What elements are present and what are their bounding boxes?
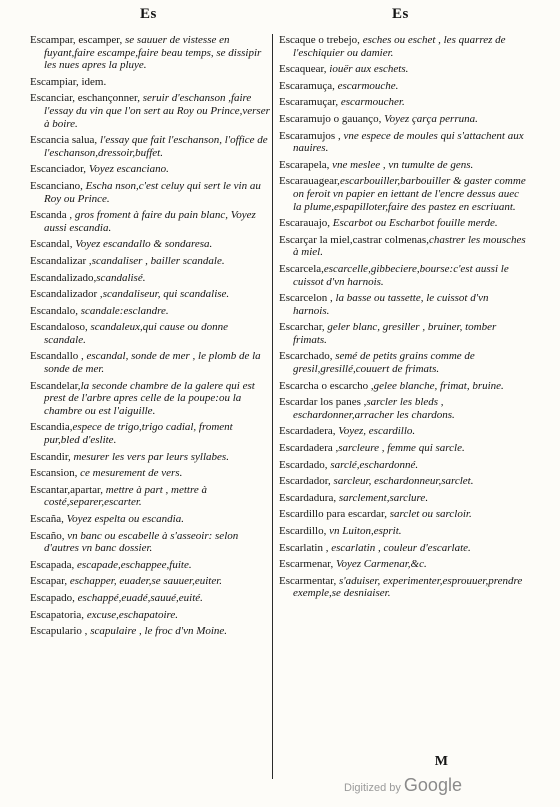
- dictionary-entry: [279, 380, 527, 393]
- entry-headword: Escardado,: [279, 458, 328, 471]
- entry-definition: la basse ou tassette, le cuissot d'vn harnois.: [293, 292, 489, 317]
- entry-headword: Escaña,: [30, 513, 64, 525]
- footer-brand: Google: [403, 775, 462, 795]
- entry-headword: Escandia,: [30, 421, 73, 434]
- entry-definition: sarcleure , femme qui sarcle.: [338, 442, 465, 455]
- entry-definition: ce mesurement de vers.: [77, 467, 183, 480]
- entry-definition: Escha nson,c'est celuy qui sert le vin au Roy ou Prince.: [44, 179, 261, 205]
- dictionary-entry: [279, 492, 527, 505]
- dictionary-entry: [279, 217, 527, 230]
- entry-headword: Escarmentar,: [279, 574, 337, 587]
- entry-headword: Escardillo,: [279, 525, 327, 537]
- entry-headword: Escandalizar ,: [30, 254, 92, 267]
- entry-definition: vn banc ou escabelle à s'asseoir: selon d'autres vn banc dossier.: [44, 529, 239, 555]
- entry-headword: Escansion,: [30, 467, 78, 480]
- dictionary-entry: [30, 609, 270, 622]
- entry-headword: Escarcha o escarcho ,: [279, 379, 374, 392]
- entry-headword: Escardadura,: [279, 491, 337, 504]
- entry-definition: sarclet ou sarcloir.: [386, 508, 472, 521]
- entry-headword: Escanciano,: [30, 179, 83, 192]
- entry-definition: Escarbot ou Escharbot fouille merde.: [330, 217, 498, 230]
- entry-definition: chastrer les mousches à miel.: [293, 233, 526, 259]
- entry-definition: vne meslee , vn tumulte de gens.: [329, 158, 474, 171]
- dictionary-entry: [30, 559, 270, 572]
- entry-headword: Escardar los panes ,: [279, 396, 367, 409]
- entry-definition: sarcler les bleds , eschardonner,arracher les chardons.: [293, 396, 455, 421]
- dictionary-entry: [279, 442, 527, 455]
- entry-definition: escapade,eschappee,fuite.: [74, 558, 192, 571]
- entry-headword: Escardadera ,: [279, 442, 339, 455]
- entry-definition: escarlatin , couleur d'escarlate.: [328, 541, 471, 554]
- dictionary-entry: [279, 292, 527, 317]
- dictionary-entry: [30, 76, 270, 89]
- entry-headword: Escandalizador ,: [30, 288, 103, 301]
- dictionary-entry: [279, 558, 527, 571]
- entry-headword: Escapada,: [30, 558, 75, 571]
- dictionary-entry: [279, 130, 527, 155]
- dictionary-entry: [30, 92, 270, 130]
- dictionary-entry: [30, 451, 270, 464]
- entry-headword: Escandalo,: [30, 304, 78, 317]
- entry-definition: scapulaire , le froc d'vn Moine.: [87, 625, 228, 638]
- dictionary-entry: [279, 425, 527, 438]
- entry-definition: vn Luiton,esprit.: [326, 525, 402, 537]
- entry-headword: Escardadera,: [279, 425, 336, 438]
- entry-definition: mesurer les vers par leurs syllabes.: [70, 450, 229, 463]
- entry-headword: Escancia salua,: [30, 134, 98, 147]
- dictionary-entry: [279, 175, 527, 213]
- entry-headword: Escapulario ,: [30, 625, 88, 638]
- dictionary-entry: [279, 475, 527, 488]
- dictionary-entry: [30, 134, 270, 159]
- entry-headword: Escanda ,: [30, 209, 73, 222]
- entry-headword: Escaramuçar,: [279, 96, 339, 109]
- dictionary-entry: [30, 350, 270, 375]
- right-column: [279, 34, 527, 604]
- entry-headword: Escarmenar,: [279, 558, 334, 571]
- dictionary-entry: [30, 34, 270, 72]
- dictionary-entry: [30, 305, 270, 318]
- entry-definition: excuse,eschapatoire.: [84, 608, 179, 621]
- entry-headword: Escandaloso,: [30, 321, 88, 334]
- entry-definition: escarcelle,gibbeciere,bourse:c'est aussi le cuissot d'vn harnois.: [293, 262, 509, 288]
- digitized-footer: [344, 775, 462, 796]
- entry-definition: scandaliser , bailler scandale.: [91, 254, 225, 267]
- entry-headword: Escapar,: [30, 575, 68, 588]
- entry-definition: escarmouche.: [334, 79, 399, 92]
- dictionary-entry: [279, 80, 527, 93]
- dictionary-entry: [30, 484, 270, 509]
- entry-definition: iouër aux eschets.: [326, 63, 409, 76]
- dictionary-entry: [30, 513, 270, 526]
- dictionary-entry: [30, 380, 270, 418]
- dictionary-entry: [30, 255, 270, 268]
- entry-headword: Escaño,: [30, 529, 65, 542]
- entry-definition: Voyez espelta ou escandia.: [63, 513, 184, 525]
- entry-headword: Escandelar,: [30, 379, 81, 392]
- entry-definition: Voyez Carmenar,&c.: [333, 558, 427, 571]
- dictionary-entry: [279, 542, 527, 555]
- entry-definition: se sauuer de vistesse en fuyant,faire escampe,faire beau temps, se dissipir les nues apres la pluye.: [44, 34, 262, 72]
- entry-definition: scandaliseur, qui scandalise.: [102, 288, 230, 301]
- entry-headword: Escarchado,: [279, 350, 333, 363]
- dictionary-entry: [30, 625, 270, 638]
- entry-headword: Escandal,: [30, 238, 73, 251]
- entry-definition: Voyez escandallo & sondaresa.: [72, 238, 213, 251]
- entry-headword: Escaramuça,: [279, 79, 335, 92]
- dictionary-entry: [30, 592, 270, 605]
- entry-definition: semé de petits grains comme de gresil,gresillé,couuert de frimats.: [293, 350, 475, 376]
- entry-definition: esches ou eschet , les quarrez de l'eschiquier ou damier.: [293, 34, 506, 59]
- dictionary-entry: [279, 34, 527, 59]
- entry-definition: espece de trigo,trigo cadial, froment pur,bled d'eslite.: [44, 421, 233, 447]
- entry-headword: Escanciador,: [30, 163, 87, 176]
- entry-definition: sarcleur, eschardonneur,sarclet.: [330, 475, 474, 488]
- dictionary-entry: [30, 421, 270, 446]
- entry-headword: Escardador,: [279, 475, 331, 488]
- entry-definition: l'essay que fait l'eschanson, l'office de l'eschanson,dressoir,buffet.: [44, 134, 268, 159]
- dictionary-entry: [279, 113, 527, 126]
- dictionary-entry: [279, 575, 527, 600]
- dictionary-entry: [30, 530, 270, 555]
- entry-headword: Escandir,: [30, 450, 71, 463]
- running-head-left: Es: [140, 6, 157, 22]
- dictionary-entry: [279, 159, 527, 172]
- dictionary-entry: [30, 180, 270, 205]
- entry-headword: Escampar, escamper,: [30, 34, 123, 46]
- dictionary-entry: [30, 321, 270, 346]
- entry-headword: Escanciar, eschançonner,: [30, 92, 140, 105]
- left-column: [30, 34, 270, 642]
- entry-headword: Escaque o trebejo,: [279, 34, 360, 46]
- entry-definition: escandal, sonde de mer , le plomb de la sonde de mer.: [44, 350, 261, 376]
- dictionary-entry: [30, 238, 270, 251]
- entry-definition: gros froment à faire du pain blanc, Voyez aussi escandia.: [44, 209, 256, 234]
- entry-headword: Escarapela,: [279, 158, 330, 171]
- entry-definition: eschappé,euadé,sauué,euité.: [74, 591, 203, 604]
- entry-definition: escarbouiller,barbouiller & gaster comme on feroit vn papier en iettant de l'encre dessus auec la plume,espapilloter,faire des pastez en escriuant.: [293, 175, 526, 213]
- dictionary-entry: [279, 459, 527, 472]
- entry-headword: Escaramujo o gauanço,: [279, 112, 382, 125]
- dictionary-entry: [279, 321, 527, 346]
- dictionary-entry: [279, 350, 527, 375]
- dictionary-entry: [30, 272, 270, 285]
- entry-headword: Escapatoria,: [30, 608, 85, 621]
- dictionary-entry: [30, 163, 270, 176]
- dictionary-entry: [279, 525, 527, 538]
- dictionary-entry: [279, 263, 527, 288]
- dictionary-entry: [30, 575, 270, 588]
- dictionary-entry: [30, 467, 270, 480]
- entry-definition: Voyez, escardillo.: [335, 425, 416, 438]
- entry-headword: Escampiar, idem.: [30, 75, 107, 88]
- entry-headword: Escarchar,: [279, 321, 325, 334]
- dictionary-entry: [30, 288, 270, 301]
- footer-prefix: Digitized by: [344, 782, 401, 794]
- entry-headword: Escandallo ,: [30, 350, 84, 363]
- entry-headword: Escarcelon ,: [279, 292, 333, 305]
- dictionary-entry: [30, 209, 270, 234]
- entry-definition: seruir d'eschanson ,faire l'essay du vin que l'on sert au Roy ou Prince,verser à boire.: [44, 92, 270, 130]
- entry-definition: eschapper, euader,se sauuer,euiter.: [67, 575, 223, 588]
- dictionary-entry: [279, 396, 527, 421]
- entry-headword: Escardillo para escardar,: [279, 508, 387, 521]
- entry-headword: Escaquear,: [279, 63, 327, 76]
- entry-definition: gelee blanche, frimat, bruine.: [373, 379, 504, 392]
- entry-definition: Voyez escanciano.: [86, 163, 169, 176]
- running-head-right: Es: [392, 6, 409, 22]
- entry-definition: escarmoucher.: [338, 96, 405, 109]
- entry-headword: Escarlatin ,: [279, 541, 329, 554]
- dictionary-entry: [279, 96, 527, 109]
- entry-definition: s'aduiser, experimenter,esprouuer,prendre exemple,se desniaiser.: [293, 574, 523, 600]
- entry-headword: Escaramujos ,: [279, 129, 341, 142]
- entry-headword: Escarauagear,: [279, 175, 340, 188]
- entry-definition: la seconde chambre de la galere qui est prest de l'arbre apres celle de la poupe:ou la chambre ou est l'aiguille.: [44, 379, 255, 417]
- entry-definition: mettre à part , mettre à costé,separer,escarter.: [44, 483, 207, 509]
- entry-definition: geler blanc, gresiller , bruiner, tomber frimats.: [293, 321, 497, 346]
- entry-headword: Escapado,: [30, 591, 75, 604]
- dictionary-entry: [279, 63, 527, 76]
- entry-definition: Voyez çarça perruna.: [381, 112, 478, 125]
- entry-headword: Escandalizado,: [30, 271, 97, 284]
- entry-definition: sarclé,eschardonné.: [327, 458, 419, 471]
- entry-headword: Escantar,apartar,: [30, 483, 104, 496]
- entry-headword: Escarauajo,: [279, 217, 330, 230]
- entry-headword: Escarcela,: [279, 262, 324, 275]
- entry-definition: scandalisé.: [96, 271, 146, 284]
- entry-definition: scandale:esclandre.: [77, 304, 169, 317]
- dictionary-entry: [279, 508, 527, 521]
- entry-definition: scandaleux,qui cause ou donne scandale.: [44, 321, 228, 346]
- entry-definition: vne espece de moules qui s'attachent aux nauires.: [293, 129, 524, 155]
- entry-definition: sarclement,sarclure.: [336, 491, 429, 504]
- signature-mark: M: [434, 754, 448, 769]
- dictionary-entry: [279, 234, 527, 259]
- entry-headword: Escarçar la miel,castrar colmenas,: [279, 233, 429, 246]
- column-divider: [272, 34, 273, 779]
